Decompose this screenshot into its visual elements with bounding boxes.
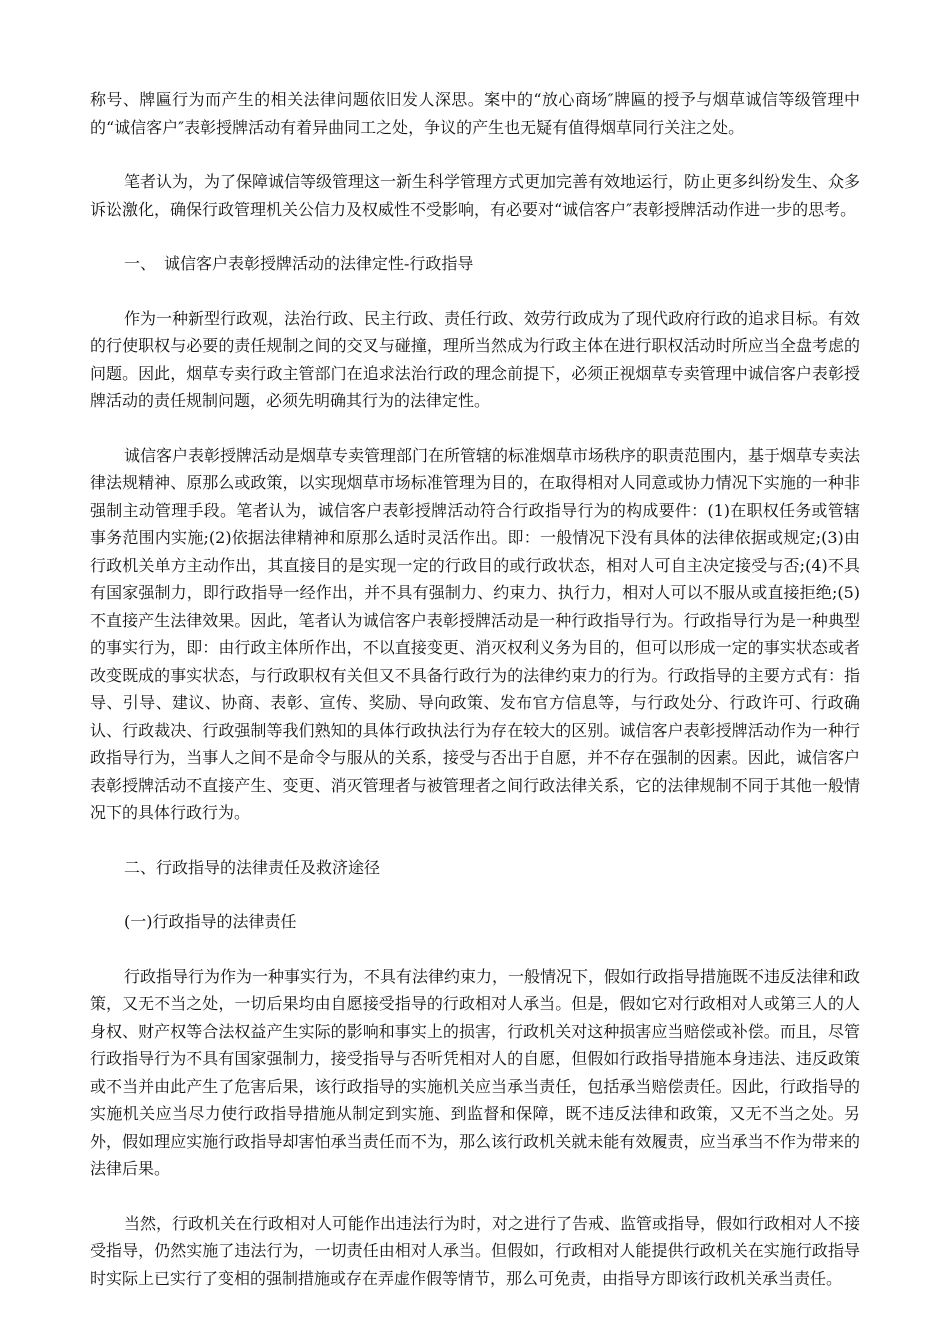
paragraph-author-view: 笔者认为，为了保障诚信等级管理这一新生科学管理方式更加完善有效地运行，防止更多纠纷发生、众多诉讼激化，确保行政管理机关公信力及权威性不受影响，有必要对“诚信客户″表彰授牌活动作进一步的思考。 bbox=[90, 172, 861, 219]
section-heading-2: 二、行政指导的法律责任及救济途径 bbox=[124, 857, 381, 877]
paragraph-legal-characterization: 诚信客户表彰授牌活动是烟草专卖管理部门在所管辖的标准烟草市场秩序的职责范围内，基于烟草专卖法律法规精神、原那么或政策，以实现烟草市场标准管理为目的，在取得相对人同意或协力情况下实施的一种非强制主动管理手段。笔者认为，诚信客户表彰授牌活动符合行政指导行为的构成要件：(1)在职权任务或管辖事务范围内实施;(2)依据法律精神和原那么适时灵活作出。即：一般情况下没有具体的法律依据或规定;(3)由行政机关单方主动作出，其直接目的是实现一定的行政目的或行政状态，相对人可自主决定接受与否;(4)不具有国家强制力，即行政指导一经作出，并不具有强制力、约束力、执行力，相对人可以不服从或直接拒绝;(5)不直接产生法律效果。因此，笔者认为诚信客户表彰授牌活动是一种行政指导行为。行政指导行为是一种典型的事实行为，即：由行政主体所作出，不以直接变更、消灭权利义务为目的，但可以形成一定的事实状态或者改变既成的事实状态，与行政职权有关但又不具备行政行为的法律约束力的行为。行政指导的主要方式有：指导、引导、建议、协商、表彰、宣传、奖励、导向政策、发布官方信息等，与行政处分、行政许可、行政确认、行政裁决、行政强制等我们熟知的具体行政执法行为存在较大的区别。诚信客户表彰授牌活动作为一种行政指导行为，当事人之间不是命令与服从的关系，接受与否出于自愿，并不存在强制的因素。因此，诚信客户表彰授牌活动不直接产生、变更、消灭管理者与被管理者之间行政法律关系，它的法律规制不同于其他一般情况下的具体行政行为。 bbox=[90, 445, 861, 822]
paragraph-intro: 称号、牌匾行为而产生的相关法律问题依旧发人深思。案中的“放心商场″牌匾的授予与烟草诚信等级管理中的“诚信客户″表彰授牌活动有着异曲同工之处，争议的产生也无疑有值得烟草同行关注之处。 bbox=[90, 90, 860, 137]
section-heading-1: 一、 诚信客户表彰授牌活动的法律定性-行政指导 bbox=[124, 254, 474, 273]
paragraph-legal-liability: 行政指导行为作为一种事实行为，不具有法律约束力，一般情况下，假如行政指导措施既不违反法律和政策，又无不当之处，一切后果均由自愿接受指导的行政相对人承当。但是，假如它对行政相对人或第三人的人身权、财产权等合法权益产生实际的影响和事实上的损害，行政机关对这种损害应当赔偿或补偿。而且，尽管行政指导行为不具有国家强制力，接受指导与否听凭相对人的自愿，但假如行政指导措施本身违法、违反政策或不当并由此产生了危害后果，该行政指导的实施机关应当承当责任，包括承当赔偿责任。因此，行政指导的实施机关应当尽力使行政指导措施从制定到实施、到监督和保障，既不违反法律和政策，又无不当之处。另外，假如理应实施行政指导却害怕承当责任而不为，那么该行政机关就未能有效履责，应当承当不作为带来的法律后果。 bbox=[90, 966, 861, 1178]
paragraph-exemption: 当然，行政机关在行政相对人可能作出违法行为时，对之进行了告戒、监管或指导，假如行政相对人不接受指导，仍然实施了违法行为，一切责任由相对人承当。但假如，行政相对人能提供行政机关在实施行政指导时实际上已实行了变相的强制措施或存在弄虚作假等情节，那么可免责，由指导方即该行政机关承当责任。 bbox=[90, 1213, 861, 1288]
document-page bbox=[90, 86, 860, 1319]
subsection-heading-2-1: (一)行政指导的法律责任 bbox=[124, 912, 297, 931]
paragraph-administrative-concept: 作为一种新型行政观，法治行政、民主行政、责任行政、效劳行政成为了现代政府行政的追求目标。有效的行使职权与必要的责任规制之间的交叉与碰撞，理所当然成为行政主体在进行职权活动时所应当全盘考虑的问题。因此，烟草专卖行政主管部门在追求法治行政的理念前提下，必须正视烟草专卖管理中诚信客户表彰授牌活动的责任规制问题，必须先明确其行为的法律定性。 bbox=[90, 308, 861, 410]
